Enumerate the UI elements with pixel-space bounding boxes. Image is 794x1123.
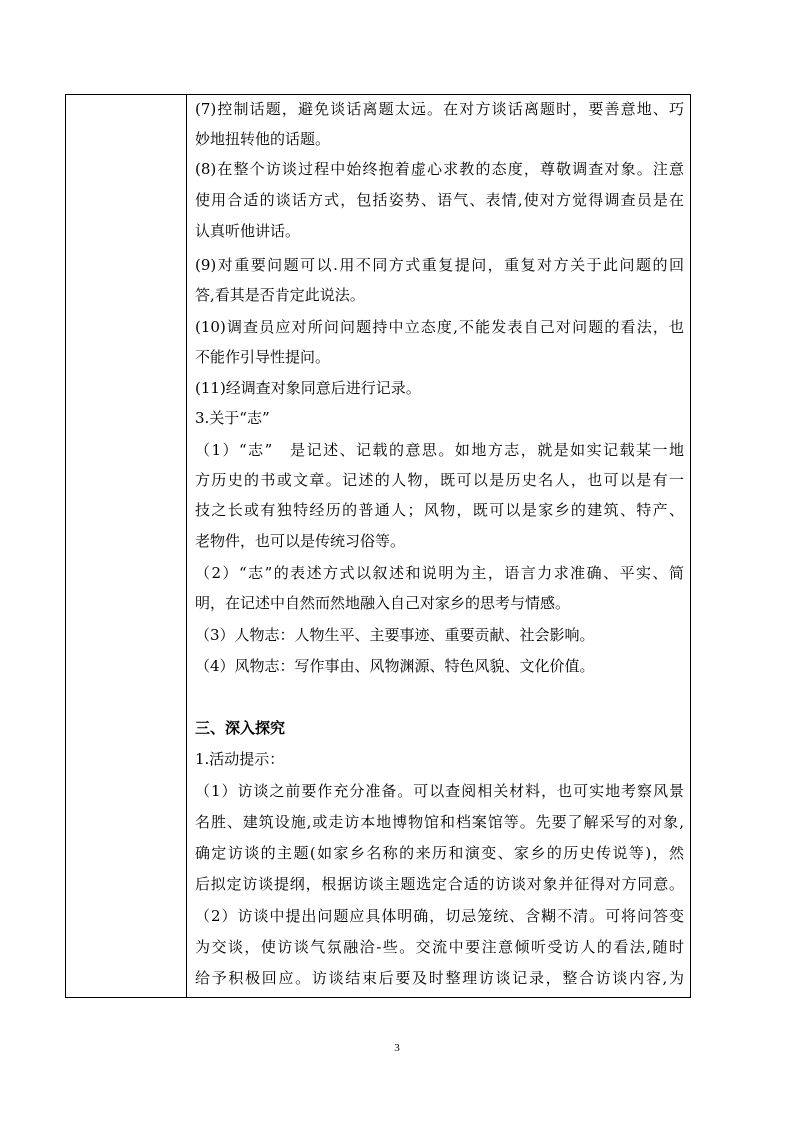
text-line: (7)控制话题，避免谈话离题太远。在对方谈话离题时，要善意地、巧 (195, 100, 684, 118)
text-line: （2）“志”的表述方式以叙述和说明为主，语言力求准确、平实、简 (195, 564, 684, 582)
text-line: 为交谈，使访谈气氛融洽-些。交流中要注意倾听受访人的看法,随时 (195, 938, 684, 956)
text-line: 明，在记述中自然而然地融入自己对家乡的思考与情感。 (195, 594, 571, 612)
document-table (65, 94, 691, 998)
text-line: (11)经调查对象同意后进行记录。 (195, 379, 421, 397)
text-line: （2）访谈中提出问题应具体明确，切忌笼统、含糊不清。可将问答变 (195, 907, 684, 925)
section-heading: 三、深入探究 (195, 719, 286, 737)
text-line: 方历史的书或文章。记述的人物，既可以是历史名人，也可以是有一 (195, 471, 684, 489)
text-line: 认真听他讲话。 (195, 222, 301, 240)
text-line: 后拟定访谈提纲，根据访谈主题选定合适的访谈对象并征得对方同意。 (195, 875, 684, 893)
text-line: (9)对重要问题可以.用不同方式重复提问，重复对方关于此问题的回 (195, 256, 684, 274)
text-line: （3）人物志：人物生平、主要事迹、重要贡献、社会影响。 (195, 626, 595, 644)
text-line: 给予积极回应。访谈结束后要及时整理访谈记录，整合访谈内容,为 (195, 969, 684, 987)
text-line: 1.活动提示： (195, 750, 285, 768)
text-line: 不能作引导性提问。 (195, 348, 331, 366)
text-line: 答,看其是否肯定此说法。 (195, 286, 365, 304)
text-line: 3.关于“志” (195, 409, 270, 427)
text-line: （1）“志” 是记述、记载的意思。如地方志，就是如实记载某一地 (195, 441, 684, 459)
text-line: 名胜、建筑设施,或走访本地博物馆和档案馆等。先要了解采写的对象, (195, 813, 684, 831)
table-label-column (66, 95, 187, 997)
text-line: (8)在整个访谈过程中始终抱着虚心求教的态度，尊敬调查对象。注意 (195, 160, 684, 178)
text-line: （1）访谈之前要作充分准备。可以查阅相关材料，也可实地考察风景 (195, 782, 684, 800)
text-line: （4）风物志：写作事由、风物渊源、特色风貌、文化价值。 (195, 657, 595, 675)
text-line: 技之长或有独特经历的普通人；风物，既可以是家乡的建筑、特产、 (195, 501, 684, 519)
text-line: 使用合适的谈话方式，包括姿势、语气、表情,使对方觉得调查员是在 (195, 191, 684, 209)
text-line: (10)调查员应对所问问题持中立态度,不能发表自己对问题的看法，也 (195, 318, 684, 336)
page-number: 3 (394, 1042, 400, 1054)
text-line: 确定访谈的主题(如家乡名称的来历和演变、家乡的历史传说等)，然 (195, 844, 684, 862)
text-line: 老物件，也可以是传统习俗等。 (195, 532, 406, 550)
text-line: 妙地扭转他的话题。 (195, 130, 331, 148)
table-content-column (187, 95, 690, 997)
